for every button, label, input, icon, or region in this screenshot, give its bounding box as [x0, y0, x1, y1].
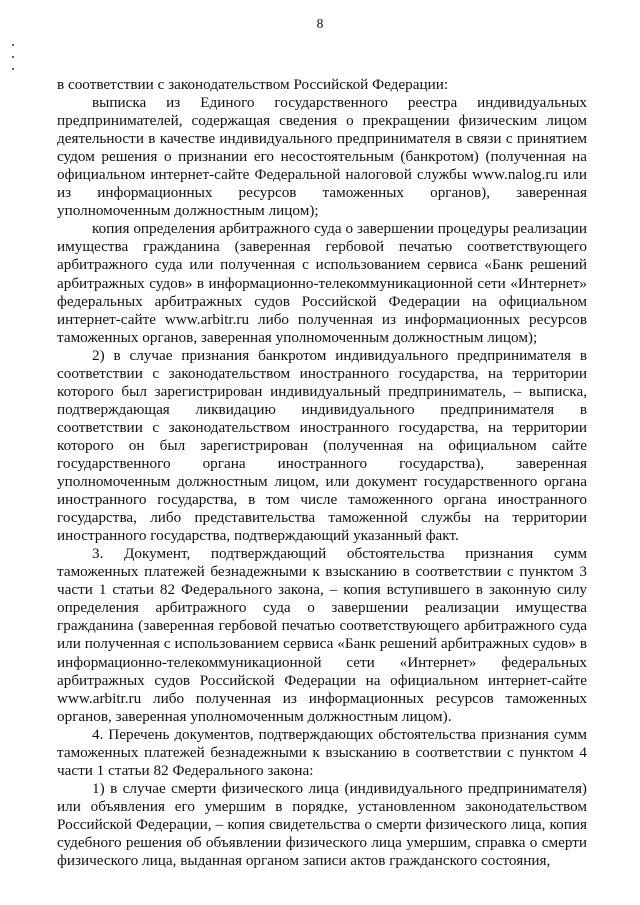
scan-speck: [12, 56, 14, 58]
paragraph-egrip-extract: выписка из Единого государственного реестра индивидуальных предпринимателей, содержащая сведения о прекращении физическим лицом деятельности в качестве индивидуального предпринимателя в связи с принятием судом решения о признании его несостоятельным (банкротом) (полученная на официальном интернет-сайте Федеральной налоговой службы www.nalog.ru или из информационных ресурсов таможенных органов), заверенная уполномоченным должностным лицом);: [57, 94, 587, 220]
paragraph-court-ruling-copy: копия определения арбитражного суда о завершении процедуры реализации имущества гражданина (заверенная гербовой печатью соответствующего арбитражного суда или полученная с использованием сервиса «Банк решений арбитражных судов» в информационно-телекоммуникационной сети «Интернет» федеральных арбитражных судов Российской Федерации на официальном интернет-сайте www.arbitr.ru либо полученная из информационных ресурсов таможенных органов, заверенная уполномоченным должностным лицом);: [57, 220, 587, 346]
paragraph-foreign-bankruptcy: 2) в случае признания банкротом индивидуального предпринимателя в соответствии с законодательством иностранного государства, на территории которого был зарегистрирован индивидуальный предприниматель, – выписка, подтверждающая ликвидацию индивидуального предпринимателя в соответствии с законодательством иностранного государства, на территории которого он был зарегистрирован (полученная на официальном сайте государственного органа иностранного государства), заверенная уполномоченным должностным лицом, или документ государственного органа иностранного государства, в том числе таможенного органа иностранного государства, либо представительства таможенной службы на территории иностранного государства, подтверждающий указанный факт.: [57, 346, 587, 545]
page-number: 8: [316, 16, 324, 31]
paragraph-continuation: в соответствии с законодательством Российской Федерации:: [57, 76, 449, 93]
paragraph-item-4-1: 1) в случае смерти физического лица (индивидуального предпринимателя) или объявления его умершим в порядке, установленном законодательством Российской Федерации, – копия свидетельства о смерти физического лица, копия судебного решения об объявлении физического лица умершим, справка о смерти физического лица, выданная органом записи актов гражданского состояния,: [57, 779, 587, 870]
paragraph-item-3: 3. Документ, подтверждающий обстоятельства признания сумм таможенных платежей безнадежными к взысканию в соответствии с пунктом 3 части 1 статьи 82 Федерального закона, – копия вступившего в законную силу определения арбитражного суда о завершении реализации имущества гражданина (заверенная гербовой печатью соответствующего арбитражного суда или полученная с использованием сервиса «Банк решений арбитражных судов» в информационно-телекоммуникационной сети «Интернет» федеральных арбитражных судов Российской Федерации на официальном интернет-сайте www.arbitr.ru либо полученная из информационных ресурсов таможенных органов, заверенная уполномоченным должностным лицом).: [57, 545, 587, 725]
scan-speck: [12, 68, 14, 70]
paragraph-item-4: 4. Перечень документов, подтверждающих обстоятельства признания сумм таможенных платежей безнадежными к взысканию в соответствии с пунктом 4 части 1 статьи 82 Федерального закона:: [57, 725, 587, 779]
document-body: [57, 76, 587, 870]
scan-speck: [12, 44, 14, 46]
